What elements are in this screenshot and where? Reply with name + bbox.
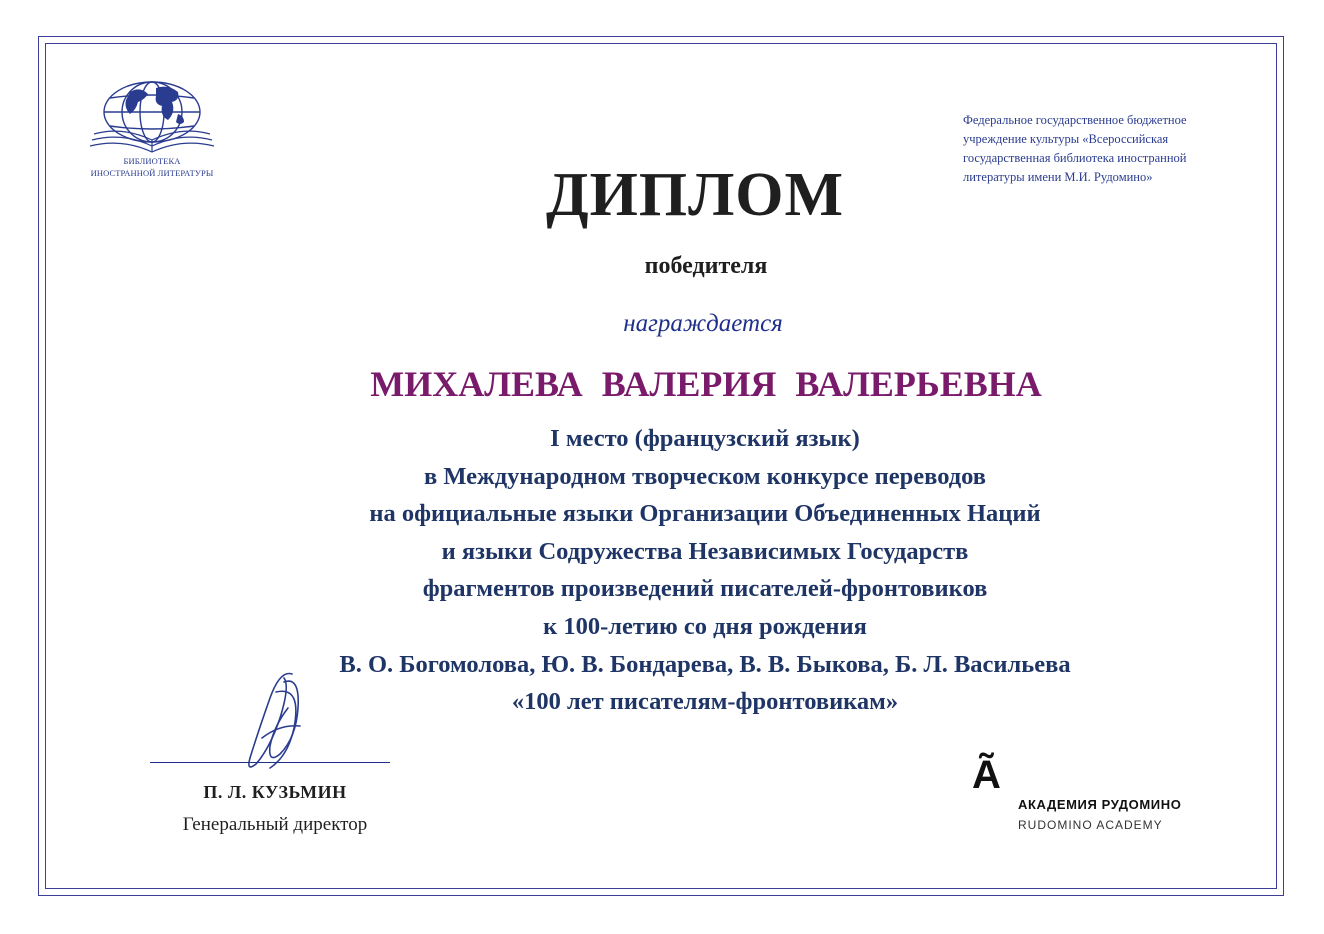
- recipient-name: МИХАЛЕВА ВАЛЕРИЯ ВАЛЕРЬЕВНА: [370, 364, 1042, 404]
- diploma-title: ДИПЛОМ: [545, 161, 845, 229]
- organization-line: литературы имени М.И. Рудомино»: [963, 170, 1153, 184]
- award-description-line: к 100-летию со дня рождения: [543, 612, 867, 640]
- award-description-line: I место (французский язык): [550, 425, 860, 452]
- rudomino-academy-logo: [970, 752, 1230, 842]
- award-description-line: «100 лет писателям-фронтовикам»: [511, 688, 899, 716]
- signature-line: [150, 762, 390, 763]
- library-logo-caption-line1: БИБЛИОТЕКА: [123, 156, 181, 166]
- library-logo-caption-line2: ИНОСТРАННОЙ ЛИТЕРАТУРЫ: [90, 168, 214, 178]
- award-description: [0, 420, 1324, 721]
- academy-name-en: RUDOMINO ACADEMY: [1018, 818, 1163, 832]
- organization-line: учреждение культуры «Всероссийская: [963, 132, 1169, 146]
- organization-line: Федеральное государственное бюджетное: [963, 113, 1187, 127]
- award-description-line: фрагментов произведений писателей-фронтовиков: [422, 575, 988, 603]
- award-description-line: и языки Содружества Независимых Государств: [441, 537, 969, 565]
- signer-title: Генеральный директор: [182, 814, 368, 835]
- award-description-line: В. О. Богомолова, Ю. В. Бондарева, В. В. Быкова, Б. Л. Васильева: [339, 650, 1071, 678]
- organization-line: государственная библиотека иностранной: [963, 151, 1187, 165]
- award-description-line: в Международном творческом конкурсе переводов: [423, 462, 987, 490]
- signer-name: П. Л. КУЗЬМИН: [203, 782, 347, 802]
- globe-book-logo-icon: [86, 78, 218, 154]
- academy-name-ru: АКАДЕМИЯ РУДОМИНО: [1018, 797, 1182, 812]
- academy-letter-icon: Ã: [972, 753, 1001, 797]
- handwritten-signature: [240, 668, 320, 780]
- diploma-subtitle: победителя: [644, 253, 768, 279]
- award-description-line: на официальные языки Организации Объединенных Наций: [369, 500, 1041, 528]
- awarded-text: награждается: [623, 310, 783, 337]
